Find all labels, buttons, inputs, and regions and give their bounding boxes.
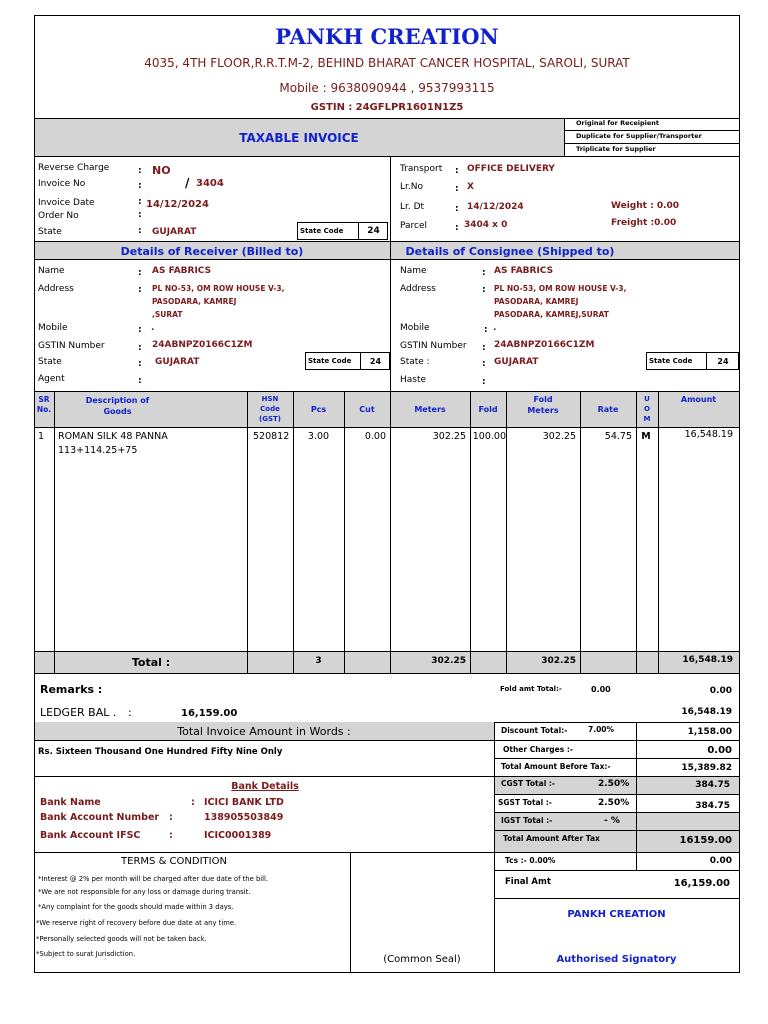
row-amount: 16,548.19 xyxy=(684,429,733,440)
cgst-pct: 2.50% xyxy=(598,779,630,789)
fold-amt: 0.00 xyxy=(591,685,611,694)
sep: : xyxy=(138,359,142,369)
consignee-state-code-label: State Code xyxy=(649,357,693,365)
col-sr-line2: No. xyxy=(36,405,52,414)
authorised-signatory: Authorised Signatory xyxy=(556,954,677,965)
copy-triplicate: Triplicate for Supplier xyxy=(576,145,656,153)
total-amount: 16,548.19 xyxy=(682,655,733,665)
total-fold-meters: 302.25 xyxy=(541,656,576,666)
gstin-value: 24GFLPR1601N1Z5 xyxy=(355,102,464,113)
sep: : xyxy=(138,343,142,353)
sgst-label: SGST Total :- xyxy=(498,798,552,807)
col-hsn-line2: Code xyxy=(260,405,280,413)
bank-name-label: Bank Name xyxy=(40,797,101,808)
fold-amt-value: 0.00 xyxy=(709,686,732,696)
receiver-state: GUJARAT xyxy=(155,357,200,367)
sep: : xyxy=(455,166,459,176)
company-mobile: Mobile : 9638090944 , 9537993115 xyxy=(279,81,495,95)
company-gstin xyxy=(34,102,740,113)
sep: : xyxy=(455,204,459,214)
bank-ifsc-label: Bank Account IFSC xyxy=(40,830,141,841)
col-uom-header xyxy=(636,394,658,424)
receiver-state-code: 24 xyxy=(369,357,382,366)
final-amt-value: 16,159.00 xyxy=(673,878,730,889)
sep: : xyxy=(138,210,142,220)
freight: Freight :0.00 xyxy=(611,218,677,228)
cgst-value: 384.75 xyxy=(695,780,730,790)
sep: : xyxy=(484,325,488,335)
consignee-heading: Details of Consignee (Shipped to) xyxy=(405,245,615,258)
col-fold-header: Fold xyxy=(478,405,498,414)
terms-heading: TERMS & CONDITION xyxy=(121,856,227,867)
receiver-address-1: PL NO-53, OM ROW HOUSE V-3, xyxy=(152,284,285,293)
col-sr-header xyxy=(34,395,54,415)
consignee-mobile-label: Mobile xyxy=(400,323,430,333)
receiver-state-code-label: State Code xyxy=(308,357,352,365)
col-rate-header: Rate xyxy=(597,405,619,414)
consignee-address-3: PASODARA, KAMREJ,SURAT xyxy=(494,310,609,319)
sgst-pct: 2.50% xyxy=(598,798,630,808)
receiver-state-label: State xyxy=(38,357,62,367)
col-desc-line2: Goods xyxy=(103,407,132,416)
sep: : xyxy=(455,184,459,194)
state-code-value: 24 xyxy=(367,226,380,236)
ledger-sep: : xyxy=(128,706,132,719)
agent-label: Agent xyxy=(38,374,65,384)
sgst-value: 384.75 xyxy=(695,801,730,811)
consignee-address-2: PASODARA, KAMREJ xyxy=(494,297,579,306)
lr-dt-label: Lr. Dt xyxy=(400,202,425,212)
sep: : xyxy=(482,377,486,387)
col-pcs-header: Pcs xyxy=(310,405,327,414)
col-desc-header xyxy=(55,395,180,417)
col-fold-meters-line2: Meters xyxy=(527,406,559,415)
col-sr-line1: SR xyxy=(38,395,50,404)
col-cut-header: Cut xyxy=(359,405,375,414)
terms-item-5: *Personally selected goods will not be taken back. xyxy=(36,935,207,943)
sep: : xyxy=(138,197,142,207)
row-desc-2: 113+114.25+75 xyxy=(58,445,138,456)
row-sr: 1 xyxy=(38,431,45,442)
reverse-charge-label: Reverse Charge xyxy=(38,163,110,173)
total-meters: 302.25 xyxy=(431,656,466,666)
sep: : xyxy=(482,359,486,369)
row-hsn: 520812 xyxy=(253,431,290,442)
discount-value: 1,158.00 xyxy=(687,727,732,737)
discount-label: Discount Total:- xyxy=(501,726,568,735)
sep: : xyxy=(482,268,486,278)
copy-duplicate: Duplicate for Supplier/Transporter xyxy=(576,132,702,140)
fold-amt-label: Fold amt Total:- xyxy=(500,685,562,693)
sep: : xyxy=(482,343,486,353)
invoice-date-label: Invoice Date xyxy=(38,198,95,208)
row-uom: M xyxy=(641,431,651,442)
haste-label: Haste xyxy=(400,375,427,385)
row-fold-meters: 302.25 xyxy=(542,431,576,442)
invoice-no-label: Invoice No xyxy=(38,179,86,189)
tcs-label: Tcs :- 0.00% xyxy=(505,856,556,865)
sep: : xyxy=(138,285,142,295)
consignee-gstin-label: GSTIN Number xyxy=(400,341,467,351)
receiver-mobile-label: Mobile xyxy=(38,323,68,333)
invoice-title: TAXABLE INVOICE xyxy=(239,131,359,145)
weight: Weight : 0.00 xyxy=(611,201,680,211)
consignee-address-1: PL NO-53, OM ROW HOUSE V-3, xyxy=(494,284,627,293)
state-label: State xyxy=(38,227,62,237)
row-rate: 54.75 xyxy=(604,431,632,442)
state-value: GUJARAT xyxy=(152,227,197,237)
sep: : xyxy=(482,285,486,295)
bank-ifsc-value: ICIC0001389 xyxy=(204,830,272,841)
col-uom-line3: M xyxy=(643,415,651,423)
col-uom-line2: O xyxy=(644,405,650,413)
col-meters-header: Meters xyxy=(414,405,446,414)
state-code-label: State Code xyxy=(300,227,344,235)
sep: : xyxy=(138,181,142,191)
other-charges-value: 0.00 xyxy=(707,745,732,756)
consignee-state-label: State : xyxy=(400,357,430,367)
after-tax-value: 16159.00 xyxy=(679,835,732,846)
bank-heading: Bank Details xyxy=(231,781,299,792)
receiver-address-label: Address xyxy=(38,284,74,294)
lr-dt-value: 14/12/2024 xyxy=(467,202,524,212)
consignee-name: AS FABRICS xyxy=(494,266,554,276)
bank-account-sep: : xyxy=(169,812,173,823)
receiver-name-label: Name xyxy=(38,266,65,276)
company-name: PANKH CREATION xyxy=(275,24,499,49)
bank-account-label: Bank Account Number xyxy=(40,812,160,823)
col-fold-meters-line1: Fold xyxy=(533,395,553,404)
igst-pct: - % xyxy=(604,816,620,826)
before-tax-value: 15,389.82 xyxy=(681,763,732,773)
row-fold: 100.00 xyxy=(472,431,506,442)
terms-item-3: *Any complaint for the goods should made within 3 days. xyxy=(38,903,234,911)
igst-label: IGST Total :- xyxy=(501,816,553,825)
amount-in-words: Rs. Sixteen Thousand One Hundred Fifty Nine Only xyxy=(38,747,283,757)
receiver-address-3: ,SURAT xyxy=(152,310,183,319)
ledger-value: 16,159.00 xyxy=(181,708,238,719)
total-pcs: 3 xyxy=(315,656,322,666)
ledger-label: LEDGER BAL . xyxy=(40,706,117,719)
col-desc-line1: Description of xyxy=(85,396,150,405)
row-desc-1: ROMAN SILK 48 PANNA xyxy=(58,431,168,442)
lr-no-label: Lr.No xyxy=(400,182,423,192)
consignee-name-label: Name xyxy=(400,266,427,276)
row-meters: 302.25 xyxy=(432,431,466,442)
other-charges-label: Other Charges :- xyxy=(503,745,573,754)
invoice-no-sep: / xyxy=(185,176,190,190)
final-amt-label: Final Amt xyxy=(505,877,551,887)
discount-pct: 7.00% xyxy=(588,725,615,734)
reverse-charge-value: NO xyxy=(152,164,171,177)
receiver-heading: Details of Receiver (Billed to) xyxy=(120,245,304,258)
row-cut: 0.00 xyxy=(364,431,386,442)
consignee-gstin: 24ABNPZ0166C1ZM xyxy=(494,340,595,350)
terms-item-2: *We are not responsible for any loss or damage during transit. xyxy=(38,888,251,896)
receiver-mobile: . xyxy=(151,323,155,333)
footer-company-name: PANKH CREATION xyxy=(567,909,666,920)
parcel-label: Parcel xyxy=(400,221,428,231)
col-hsn-header xyxy=(247,394,293,424)
consignee-address-label: Address xyxy=(400,284,436,294)
receiver-gstin-label: GSTIN Number xyxy=(38,341,105,351)
total-label: Total : xyxy=(131,656,171,669)
tcs-value: 0.00 xyxy=(709,856,732,866)
before-tax-label: Total Amount Before Tax:- xyxy=(501,762,611,771)
col-hsn-line3: (GST) xyxy=(259,415,281,423)
bank-account-value: 138905503849 xyxy=(204,812,284,823)
receiver-address-2: PASODARA, KAMREJ xyxy=(152,297,237,306)
terms-item-6: *Subject to surat Jurisdiction. xyxy=(36,950,136,958)
order-no-label: Order No xyxy=(38,211,79,221)
terms-item-4: *We reserve right of recovery before due date at any time. xyxy=(36,919,237,927)
copy-original: Original for Receipient xyxy=(576,119,660,127)
col-amount-header: Amount xyxy=(680,395,717,404)
col-fold-meters-header xyxy=(506,394,580,416)
cgst-label: CGST Total :- xyxy=(501,779,556,788)
row-pcs: 3.00 xyxy=(307,431,330,442)
consignee-state-code: 24 xyxy=(717,357,729,366)
lr-no-value: X xyxy=(467,182,474,192)
consignee-mobile: . xyxy=(493,323,497,333)
gstin-label: GSTIN : xyxy=(310,102,353,113)
sep: : xyxy=(138,226,142,236)
col-hsn-line1: HSN xyxy=(261,395,279,403)
after-tax-label: Total Amount After Tax xyxy=(503,834,600,843)
sep: : xyxy=(138,166,142,176)
common-seal: (Common Seal) xyxy=(383,954,461,965)
sep: : xyxy=(138,376,142,386)
words-label: Total Invoice Amount in Words : xyxy=(177,725,351,738)
bank-name-value: ICICI BANK LTD xyxy=(204,797,284,808)
invoice-date-value: 14/12/2024 xyxy=(146,199,209,210)
parcel-value: 3404 x 0 xyxy=(464,220,508,230)
transport-value: OFFICE DELIVERY xyxy=(467,164,555,174)
sep: : xyxy=(455,223,459,233)
bank-ifsc-sep: : xyxy=(169,830,173,841)
company-address: 4035, 4TH FLOOR,R.R.T.M-2, BEHIND BHARAT CANCER HOSPITAL, SAROLI, SURAT xyxy=(144,56,630,70)
bank-name-sep: : xyxy=(191,797,195,808)
receiver-name: AS FABRICS xyxy=(152,266,212,276)
terms-item-1: *Interest @ 2% per month will be charged after due date of the bill. xyxy=(38,875,269,883)
consignee-state: GUJARAT xyxy=(494,357,539,367)
transport-label: Transport xyxy=(400,164,443,174)
sep: : xyxy=(138,268,142,278)
subtotal-value: 16,548.19 xyxy=(681,707,732,717)
col-uom-line1: U xyxy=(644,395,650,403)
receiver-gstin: 24ABNPZ0166C1ZM xyxy=(152,340,253,350)
sep: : xyxy=(138,325,142,335)
remarks-label: Remarks : xyxy=(40,683,103,696)
invoice-no-value: 3404 xyxy=(196,178,224,189)
